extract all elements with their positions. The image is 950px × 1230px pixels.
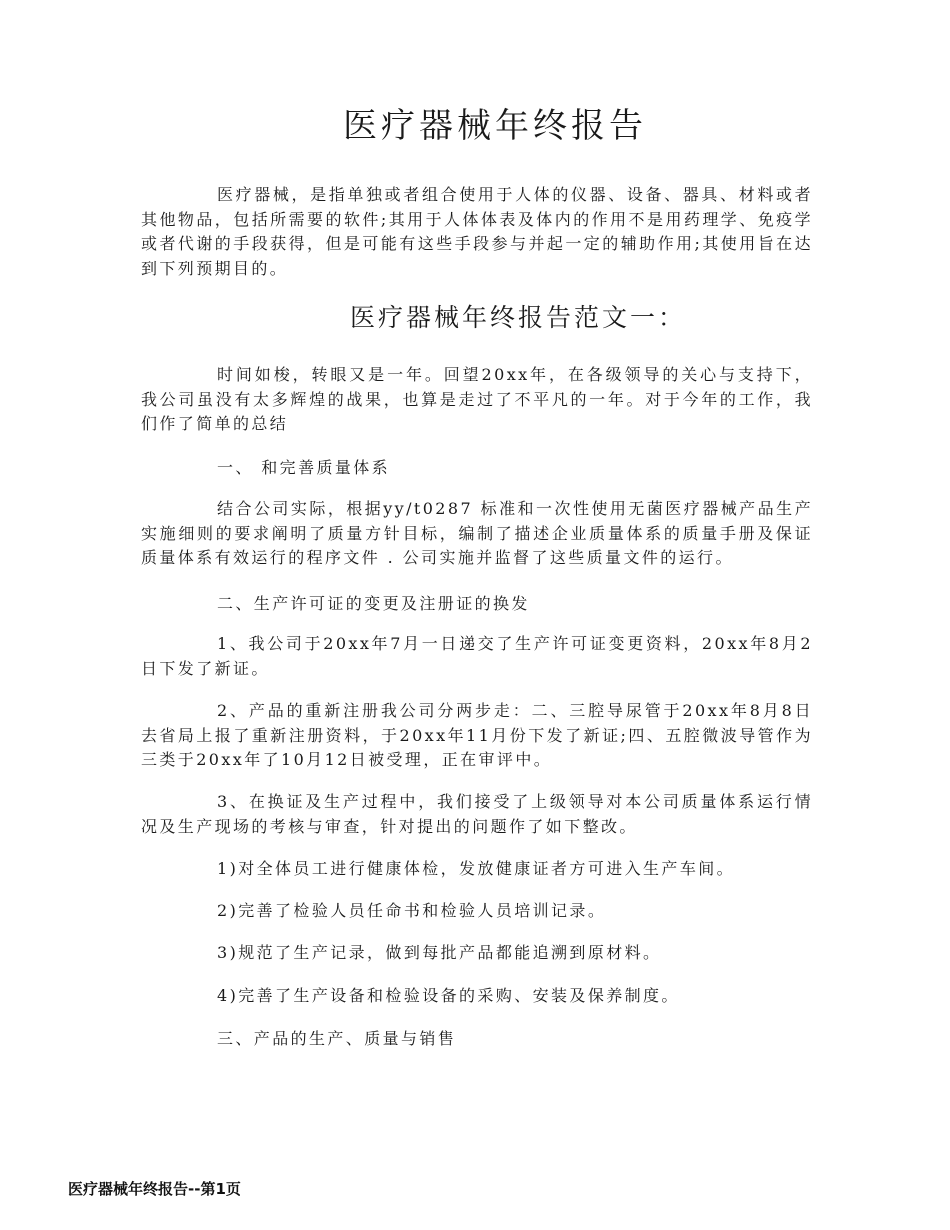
license-item-2: 2、产品的重新注册我公司分两步走：二、三腔导尿管于20xx年8月8日去省局上报了重新注册资料，于20xx年11月份下发了新证;四、五腔微波导管作为三类于20xx年了10月12日被受理，正在审评中。: [141, 701, 813, 769]
rectification-item-4: 4)完善了生产设备和检验设备的采购、安装及保养制度。: [217, 986, 680, 1005]
section-subtitle: 医疗器械年终报告范文一：: [349, 303, 686, 332]
intro-paragraph: 医疗器械，是指单独或者组合使用于人体的仪器、设备、器具、材料或者其他物品，包括所需要的软件;其用于人体体表及体内的作用不是用药理学、免疫学或者代谢的手段获得，但是可能有这些手段参与并起一定的辅助作用;其使用旨在达到下列预期目的。: [141, 185, 813, 278]
rectification-item-1: 1)对全体员工进行健康体检，发放健康证者方可进入生产车间。: [217, 859, 736, 878]
heading-license-change: 二、生产许可证的变更及注册证的换发: [217, 594, 530, 613]
summary-paragraph: 时间如梭，转眼又是一年。回望20xx年，在各级领导的关心与支持下，我公司虽没有太多辉煌的战果，也算是走过了不平凡的一年。对于今年的工作，我们作了简单的总结: [141, 365, 813, 433]
license-item-1: 1、我公司于20xx年7月一日递交了生产许可证变更资料，20xx年8月2日下发了新证。: [141, 634, 813, 678]
quality-paragraph: 结合公司实际，根据yy/t0287 标准和一次性使用无菌医疗器械产品生产实施细则的要求阐明了质量方针目标，编制了描述企业质量体系的质量手册及保证质量体系有效运行的程序文件 . 公司实施并监督了这些质量文件的运行。: [141, 499, 813, 567]
rectification-item-2: 2)完善了检验人员任命书和检验人员培训记录。: [217, 901, 607, 920]
document-title: 医疗器械年终报告: [343, 106, 647, 146]
heading-quality-system: 一、 和完善质量体系: [217, 458, 391, 477]
rectification-item-3: 3)规范了生产记录，做到每批产品都能追溯到原材料。: [217, 943, 662, 962]
heading-production-sales: 三、产品的生产、质量与销售: [217, 1029, 457, 1048]
license-item-3: 3、在换证及生产过程中，我们接受了上级领导对本公司质量体系运行情况及生产现场的考核与审查，针对提出的问题作了如下整改。: [141, 792, 813, 836]
page-footer: 医疗器械年终报告--第1页: [68, 1180, 241, 1198]
